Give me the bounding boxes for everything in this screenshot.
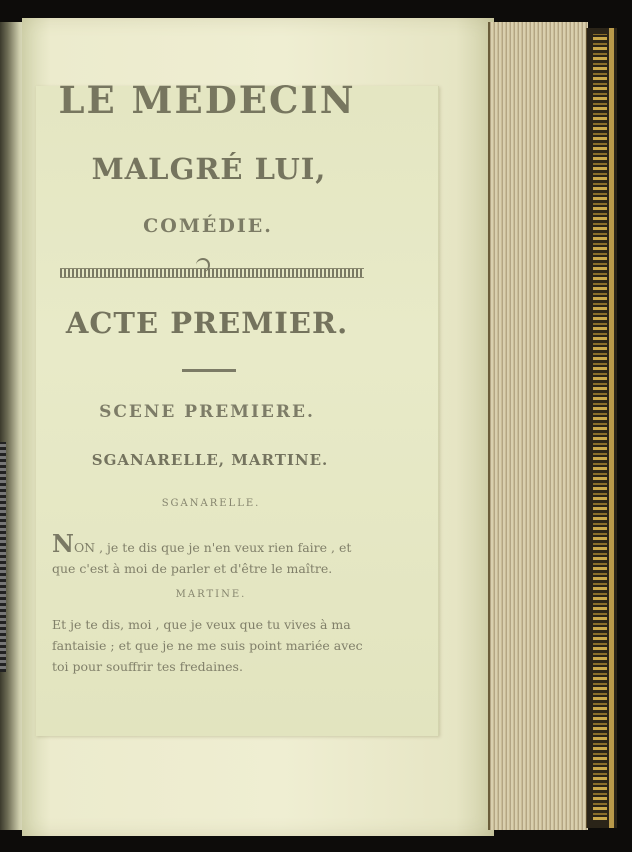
title-line-2: MALGRÉ LUI, — [91, 152, 327, 186]
drop-initial: N — [52, 529, 74, 558]
short-rule-divider — [182, 369, 236, 372]
gilt-binding-edge — [586, 28, 617, 828]
speaker-name: MARTINE. — [175, 589, 247, 600]
dialogue-paragraph: Et je te dis, moi , que je veux que tu vives à ma fantaisie ; et que je ne me suis point mariée avec toi pour souffrir tes fredaines. — [52, 617, 363, 674]
title-line-1: LE MEDECIN — [58, 78, 356, 122]
genre-label: COMÉDIE. — [143, 215, 273, 237]
scene-characters: SGANARELLE, MARTINE. — [91, 451, 329, 469]
speaker-name: SGANARELLE. — [161, 498, 261, 509]
wavy-divider — [60, 268, 364, 278]
dialogue-paragraph — [52, 529, 370, 579]
scene-heading: SCENE PREMIERE. — [99, 402, 315, 422]
ornament-flourish-icon — [196, 258, 210, 272]
act-heading: ACTE PREMIER. — [65, 306, 349, 340]
dialogue-text: ON , je te dis que je n'en veux rien faire , et que c'est à moi de parler et d'être le maître. — [52, 540, 352, 576]
page-fore-edge — [488, 22, 588, 830]
